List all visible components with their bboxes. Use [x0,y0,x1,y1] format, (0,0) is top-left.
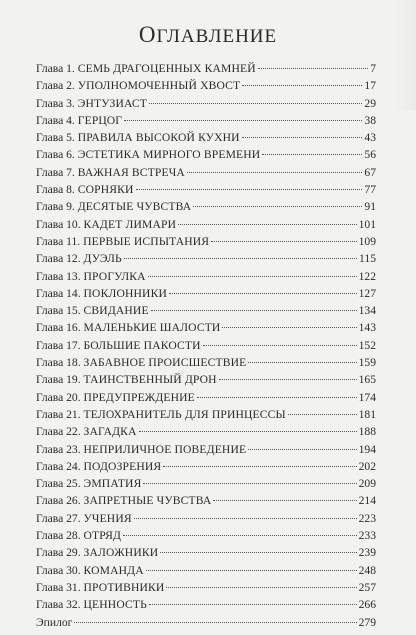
page-number: 43 [364,131,376,145]
chapter-title: ЭМПАТИЯ [83,477,142,491]
chapter-title: БОЛЬШИЕ ПАКОСТИ [83,338,201,352]
toc-entry [36,596,376,613]
chapter-number: Глава 19. [36,373,81,387]
toc-entry [36,112,376,129]
toc-entry [36,129,376,146]
toc-entry-label [36,285,167,302]
chapter-number: Глава 32. [36,598,81,612]
page-number: 67 [364,165,376,179]
toc-entry-label [36,233,209,250]
toc-entry-label [36,112,122,129]
chapter-number: Глава 27. [36,511,81,525]
toc-entry-label [36,302,149,319]
dot-leader [134,517,357,519]
dot-leader [242,84,362,86]
toc-entry [36,146,376,163]
page-number: 233 [358,529,376,543]
toc-entry-label [36,596,147,613]
chapter-number: Глава 25. [36,477,81,491]
toc-entry-label [36,77,240,94]
dot-leader [124,257,357,259]
toc-entry [36,510,376,527]
page-number: 38 [364,113,376,127]
toc-entry [36,319,376,336]
toc-entry [36,250,376,267]
page-number: 134 [358,304,376,318]
chapter-title: ЗАПРЕТНЫЕ ЧУВСТВА [83,494,212,508]
toc-entry-label [36,562,144,579]
dot-leader [211,240,356,242]
toc-entry-label [36,544,158,561]
page-number: 165 [358,373,376,387]
toc-entry-label [36,354,246,371]
chapter-number: Глава 26. [36,494,81,508]
dot-leader [262,153,362,155]
dot-leader [258,67,368,69]
toc-entry [36,95,376,112]
dot-leader [149,102,362,104]
page-title [0,22,416,48]
dot-leader [160,551,356,553]
dot-leader [197,396,357,398]
chapter-number: Глава 31. [36,580,81,594]
toc-entry-label [36,527,121,544]
chapter-number: Глава 8. [36,183,75,197]
chapter-number: Глава 9. [36,200,75,214]
chapter-title: ЗАЛОЖНИКИ [83,546,159,560]
dot-leader [169,292,357,294]
dot-leader [146,569,357,571]
chapter-number: Глава 23. [36,442,81,456]
page-number: 77 [364,183,376,197]
page-number: 127 [358,286,376,300]
chapter-title: УПОЛНОМОЧЕННЫЙ ХВОСТ [77,79,241,93]
toc-entry [36,441,376,458]
toc-entry [36,406,376,423]
chapter-number: Глава 14. [36,286,81,300]
toc-entry-label [36,475,141,492]
table-of-contents [36,60,376,631]
chapter-title: СВИДАНИЕ [83,304,149,318]
page-number: 159 [358,356,376,370]
dot-leader [203,344,357,346]
toc-entry [36,337,376,354]
toc-entry-label [36,614,72,631]
dot-leader [178,223,356,225]
dot-leader [139,430,357,432]
dot-leader [248,361,356,363]
toc-entry-label [36,164,185,181]
page-number: 143 [358,321,376,335]
page-number: 248 [358,563,376,577]
page-number: 29 [364,96,376,110]
chapter-title: ПРЕДУПРЕЖДЕНИЕ [83,390,195,404]
toc-entry [36,181,376,198]
toc-entry [36,544,376,561]
toc-entry-label [36,250,122,267]
toc-entry-label [36,319,220,336]
toc-entry-label [36,389,195,406]
page-number: 109 [358,234,376,248]
chapter-title: ЦЕННОСТЬ [83,598,147,612]
toc-entry [36,216,376,233]
dot-leader [242,136,363,138]
page-number: 202 [358,459,376,473]
chapter-title: КОМАНДА [83,563,144,577]
toc-entry [36,77,376,94]
toc-entry-label [36,146,260,163]
dot-leader [193,205,362,207]
chapter-title: УЧЕНИЯ [83,511,132,525]
page-number: 91 [364,200,376,214]
toc-entry [36,423,376,440]
toc-entry [36,233,376,250]
toc-entry-label [36,579,164,596]
chapter-number: Глава 15. [36,304,81,318]
toc-entry-label [36,129,240,146]
page-number: 181 [358,407,376,421]
page-number: 279 [358,615,376,629]
page-number: 17 [364,79,376,93]
toc-entry-label [36,268,146,285]
dot-leader [136,188,363,190]
toc-entry [36,562,376,579]
chapter-title: ПЕРВЫЕ ИСПЫТАНИЯ [83,234,210,248]
page-number: 257 [358,580,376,594]
chapter-number: Глава 17. [36,338,81,352]
toc-entry [36,354,376,371]
chapter-number: Глава 16. [36,321,81,335]
chapter-title: ТАИНСТВЕННЫЙ ДРОН [83,373,217,387]
toc-entry [36,60,376,77]
chapter-number: Глава 11. [36,234,81,248]
chapter-number: Глава 13. [36,269,81,283]
chapter-number: Глава 5. [36,131,75,145]
chapter-number: Глава 28. [36,529,81,543]
toc-entry-label [36,441,246,458]
chapter-title: МАЛЕНЬКИЕ ШАЛОСТИ [83,321,221,335]
page-number: 152 [358,338,376,352]
chapter-number: Глава 22. [36,425,81,439]
dot-leader [148,275,357,277]
page-number: 214 [358,494,376,508]
page-number: 266 [358,598,376,612]
page-number: 209 [358,477,376,491]
dot-leader [222,326,356,328]
chapter-title: КАДЕТ ЛИМАРИ [83,217,177,231]
chapter-title: СОРНЯКИ [77,183,134,197]
toc-entry [36,164,376,181]
chapter-number: Глава 18. [36,356,81,370]
toc-entry-label [36,406,286,423]
toc-entry [36,302,376,319]
chapter-number: Глава 6. [36,148,75,162]
toc-entry [36,371,376,388]
page-number: 7 [370,62,376,75]
toc-entry-label [36,95,147,112]
page-number: 223 [358,511,376,525]
toc-entry [36,198,376,215]
chapter-title: ПОКЛОННИКИ [83,286,167,300]
chapter-number: Глава 24. [36,459,81,473]
chapter-title: НЕПРИЛИЧНОЕ ПОВЕДЕНИЕ [83,442,247,456]
toc-entry-label [36,60,256,77]
chapter-number: Глава 30. [36,563,81,577]
chapter-number: Глава 21. [36,407,81,421]
toc-entry-label [36,216,176,233]
chapter-title: ЗАГАДКА [83,425,137,439]
dot-leader [74,621,356,623]
chapter-title: ПОДОЗРЕНИЯ [83,459,162,473]
chapter-title: ПРОТИВНИКИ [83,580,165,594]
chapter-number: Глава 3. [36,96,75,110]
toc-entry [36,579,376,596]
chapter-number: Глава 2. [36,79,75,93]
chapter-number: Глава 29. [36,546,81,560]
dot-leader [166,586,356,588]
title-rest: ГЛАВЛЕНИЕ [156,26,278,47]
page-number: 174 [358,390,376,404]
page-number: 239 [358,546,376,560]
chapter-title: ТЕЛОХРАНИТЕЛЬ ДЛЯ ПРИНЦЕССЫ [83,407,286,421]
chapter-number: Глава 12. [36,252,81,266]
toc-entry [36,285,376,302]
page-number: 56 [364,148,376,162]
page-number: 122 [358,269,376,283]
chapter-title: ЭНТУЗИАСТ [77,96,148,110]
dot-leader [123,534,357,536]
dot-leader [187,171,362,173]
chapter-title: ОТРЯД [83,529,122,543]
toc-entry-label [36,492,211,509]
chapter-number: Глава 20. [36,390,81,404]
toc-entry [36,614,376,631]
chapter-number: Глава 10. [36,217,81,231]
toc-entry [36,458,376,475]
dot-leader [163,465,356,467]
toc-entry-label [36,371,217,388]
toc-entry [36,475,376,492]
chapter-title: ПРАВИЛА ВЫСОКОЙ КУХНИ [77,131,240,145]
toc-entry [36,527,376,544]
page-number: 101 [358,217,376,231]
page-number: 194 [358,442,376,456]
chapter-number: Глава 7. [36,165,75,179]
toc-entry [36,492,376,509]
chapter-title: ДЕСЯТЫЕ ЧУВСТВА [77,200,192,214]
chapter-title: ДУЭЛЬ [83,252,122,266]
page-edge-shadow [394,0,416,110]
dot-leader [219,378,357,380]
dot-leader [149,603,357,605]
chapter-title: ЭСТЕТИКА МИРНОГО ВРЕМЕНИ [77,148,261,162]
toc-entry-label [36,198,191,215]
toc-entry-label [36,337,201,354]
page-number: 188 [358,425,376,439]
chapter-number: Глава 4. [36,113,75,127]
toc-entry-label [36,510,132,527]
toc-entry [36,268,376,285]
toc-entry-label [36,181,134,198]
toc-entry-label [36,458,161,475]
toc-entry-label [36,423,137,440]
chapter-number: Эпилог [36,615,73,629]
chapter-title: ПРОГУЛКА [83,269,146,283]
dot-leader [248,448,356,450]
toc-entry [36,389,376,406]
chapter-title: СЕМЬ ДРАГОЦЕННЫХ КАМНЕЙ [77,62,256,75]
title-initial: О [138,22,157,47]
chapter-title: ЗАБАВНОЕ ПРОИСШЕСТВИЕ [83,356,247,370]
dot-leader [213,499,356,501]
dot-leader [124,119,362,121]
page-number: 115 [359,252,376,266]
chapter-number: Глава 1. [36,62,75,75]
dot-leader [151,309,357,311]
dot-leader [143,482,356,484]
chapter-title: ВАЖНАЯ ВСТРЕЧА [77,165,185,179]
dot-leader [288,413,357,415]
chapter-title: ГЕРЦОГ [77,113,123,127]
